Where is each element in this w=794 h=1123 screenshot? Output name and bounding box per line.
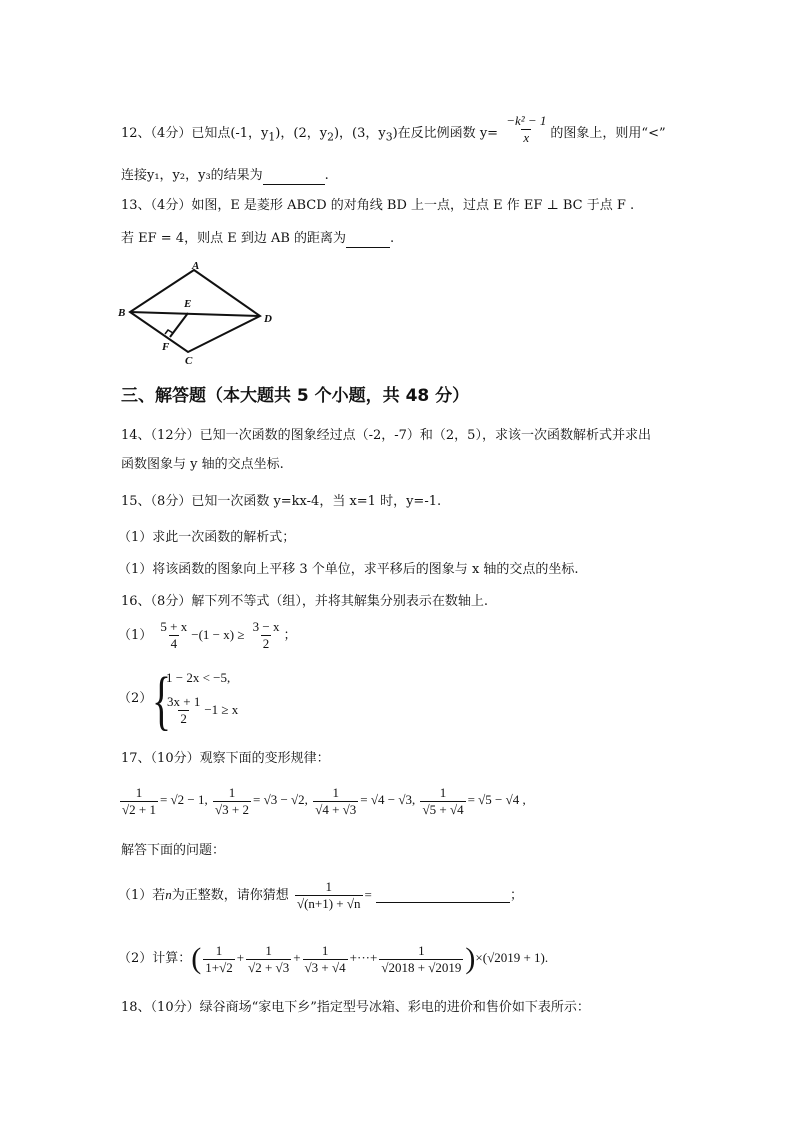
q12-line2-text: 连接y₁，y₂，y₃的结果为 xyxy=(121,168,263,183)
q12-text-d: )在反比例函数 y= xyxy=(392,126,499,141)
q13-line1: 13、（4分）如图，E 是菱形 ABCD 的对角线 BD 上一点，过点 E 作 EF ⊥ BC 于点 F . xyxy=(121,198,635,213)
q17-p2-t1 xyxy=(203,943,234,976)
q16-p2-row2 xyxy=(163,694,238,727)
q13-line2-text: 若 EF = 4，则点 E 到边 AB 的距离为 xyxy=(121,231,347,246)
q17-p2-t2 xyxy=(246,943,291,976)
q17-eq1-den: √2 + 1 xyxy=(122,801,156,817)
q17-prompt: 解答下面的问题： xyxy=(121,843,226,858)
q17-p2-t1-num: 1 xyxy=(215,942,223,958)
q12-line2 xyxy=(121,166,329,185)
q17-p1-answer-blank[interactable] xyxy=(376,888,510,903)
q12-text-a: 12、（4分）已知点(-1，y xyxy=(121,126,269,141)
q17-p1-a: （1）若 xyxy=(118,888,166,903)
q17-pattern-equations xyxy=(118,780,526,820)
q17-p2-label: （2）计算： xyxy=(118,951,192,966)
label-f: F xyxy=(162,341,170,353)
label-c: C xyxy=(185,355,193,366)
q16-part2 xyxy=(118,670,153,706)
diagonal-bd xyxy=(130,312,260,316)
q16-p2-f-num: 3x + 1 xyxy=(167,694,201,709)
q12-text-e: 的图象上，则用“<” xyxy=(550,126,666,141)
q17-p2-t4-num: 1 xyxy=(418,942,425,958)
q17-p2-t4 xyxy=(379,943,463,976)
q13-line2-end: . xyxy=(390,231,395,246)
q12-sub3: 3 xyxy=(385,130,393,144)
q17-eq3-den: √4 + √3 xyxy=(315,801,357,817)
q17-p2-lparen: ( xyxy=(191,942,202,976)
q17-p2-t3-num: 1 xyxy=(321,942,329,958)
q14-line1: 14、（12分）已知一次函数的图象经过点（-2，-7）和（2，5），求该一次函数解析式并求出 xyxy=(121,428,651,443)
q16-p2-f-den: 2 xyxy=(180,711,187,726)
q12-line1 xyxy=(121,113,666,150)
q17-p2-rparen: ) xyxy=(465,942,476,976)
q13-answer-blank[interactable] xyxy=(346,229,390,248)
q17-p1-n: n xyxy=(165,887,172,902)
q16-p1-label: （1） xyxy=(118,628,153,643)
q13-line2 xyxy=(121,229,394,248)
q16-p2-frac xyxy=(165,694,202,727)
q17-eq4-num: 1 xyxy=(439,784,447,800)
q17-p1-eq: = xyxy=(364,887,372,902)
label-a: A xyxy=(192,260,200,272)
q17-eq2-den: √3 + 2 xyxy=(215,801,249,817)
q14-line2: 函数图象与 y 轴的交点坐标. xyxy=(121,457,284,472)
rhombus-figure xyxy=(112,258,292,366)
q16-p2-brace: { xyxy=(152,664,172,737)
q17-p1-b: 为正整数，请你猜想 xyxy=(171,888,289,903)
q17-eq3-frac xyxy=(313,785,358,818)
q17-p1-end: ； xyxy=(510,888,524,903)
q17-p1-num: 1 xyxy=(325,879,332,894)
q17-part1 xyxy=(118,876,523,915)
q16-p2-label: （2） xyxy=(118,691,153,706)
label-d: D xyxy=(264,313,272,325)
q16-p1-frac1 xyxy=(158,619,189,652)
q17-p2-t2-num: 1 xyxy=(265,942,272,958)
section-3-title: 三、解答题（本大题共 5 个小题，共 48 分） xyxy=(121,386,470,406)
q16-p1-frac2 xyxy=(251,619,282,652)
q17-eq4-frac xyxy=(420,785,465,818)
q17-p2-t2-den: √2 + √3 xyxy=(248,959,290,975)
label-e: E xyxy=(184,298,192,310)
q17-eq3-rhs: = √4 − √3, xyxy=(360,792,416,807)
q17-p1-den: √(n+1) + √n xyxy=(296,896,361,911)
q17-eq3-num: 1 xyxy=(332,784,339,800)
q17-eq2-num: 1 xyxy=(228,784,236,800)
q16-p2-row1: 1 − 2x < −5, xyxy=(166,670,231,685)
q17-p2-times: × xyxy=(475,950,483,965)
q15-line1: 15、（8分）已知一次函数 y=kx-4，当 x=1 时，y=-1. xyxy=(121,494,442,509)
q16-p1-mid: −(1 − x) ≥ xyxy=(191,627,245,642)
q12-sub1: 1 xyxy=(268,130,276,144)
q16-line1: 16、（8分）解下列不等式（组），并将其解集分别表示在数轴上. xyxy=(121,594,488,609)
q12-frac-den: x xyxy=(523,130,530,145)
q16-p1-f1-den: 4 xyxy=(170,636,178,651)
q16-part1 xyxy=(118,618,296,653)
q15-part2: （1）将该函数的图象向上平移 3 个单位，求平移后的图象与 x 轴的交点的坐标. xyxy=(118,562,579,577)
q17-p1-frac xyxy=(295,879,363,912)
q17-eq1-rhs: = √2 − 1, xyxy=(159,792,208,807)
q17-part2: （2）计算：( $\frac{1}{1+√2}$ + $\frac{1}{√2 + √3}$ + $\frac{1}{√3 + √4}$ +···+ $\frac{1}{√2018 + √2019}$ )×(√2019 + 1). xyxy=(118,942,549,976)
q17-eq1-num: 1 xyxy=(135,784,143,800)
q12-answer-blank[interactable] xyxy=(263,166,325,185)
q12-text-c: )，(3，y xyxy=(333,126,386,141)
q17-eq2-rhs: = √3 − √2, xyxy=(253,792,308,807)
label-b: B xyxy=(118,307,126,319)
q17-p2-t3-den: √3 + √4 xyxy=(304,959,346,975)
q12-sub2: 2 xyxy=(327,130,334,144)
q16-p1-f2-num: 3 − x xyxy=(252,619,280,634)
q12-line2-end: . xyxy=(324,168,329,183)
q12-function-fraction xyxy=(504,113,548,146)
q16-p1-f1-num: 5 + x xyxy=(160,619,188,634)
q17-p2-dots: +···+ xyxy=(349,950,378,965)
q16-p1-end: ； xyxy=(283,628,297,643)
q17-p2-tail: (√2019 + 1). xyxy=(482,950,549,965)
q12-frac-num: −k² − 1 xyxy=(506,113,547,128)
q16-p1-f2-den: 2 xyxy=(262,636,270,651)
q18-line1: 18、（10分）绿谷商场“家电下乡”指定型号冰箱、彩电的进价和售价如下表所示： xyxy=(121,1000,590,1015)
q17-p2-t4-den: √2018 + √2019 xyxy=(381,959,462,975)
q17-line1: 17、（10分）观察下面的变形规律： xyxy=(121,751,330,766)
q12-text-b: )，(2，y xyxy=(275,126,328,141)
q17-eq1-frac xyxy=(120,785,158,818)
q17-eq4-rhs: = √5 − √4 , xyxy=(467,792,526,807)
q17-p2-t3 xyxy=(303,943,348,976)
q16-p2-row2-end: −1 ≥ x xyxy=(204,702,239,717)
rhombus-outline xyxy=(130,270,260,352)
q17-p2-t1-den: 1+√2 xyxy=(205,959,233,975)
q15-part1: （1）求此一次函数的解析式； xyxy=(118,530,296,545)
q17-eq2-frac xyxy=(213,785,251,818)
q17-eq4-den: √5 + √4 xyxy=(422,801,464,817)
